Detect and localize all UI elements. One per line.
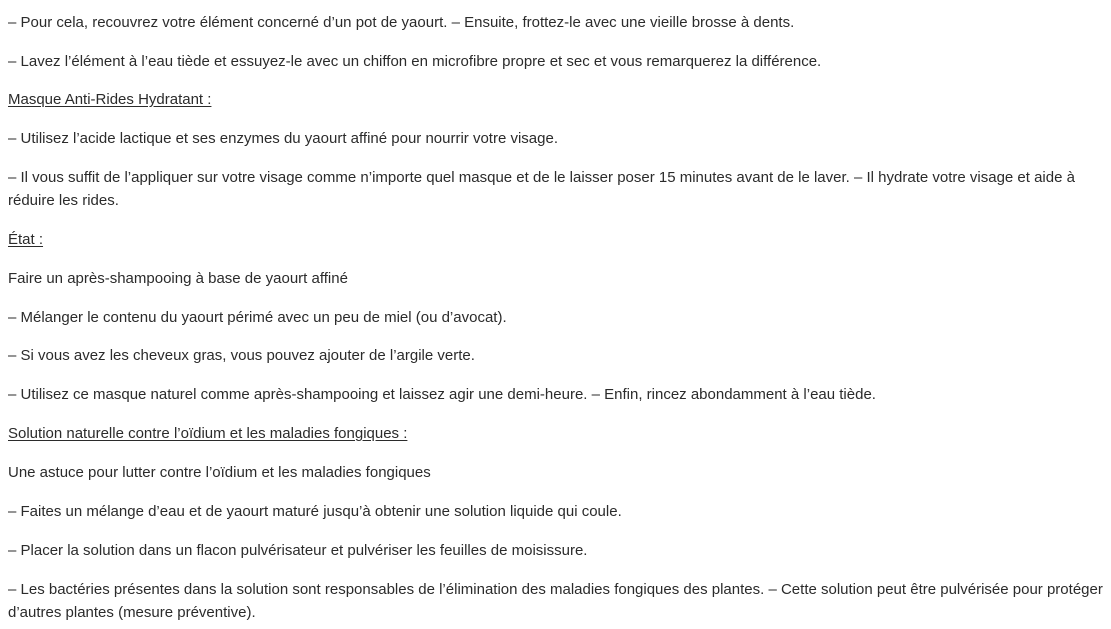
paragraph: – Il vous suffit de l’appliquer sur votre visage comme n’importe quel masque et de le laisser poser 15 minutes avant de le laver. – Il hydrate votre visage et aide à réduire les rides. [8, 169, 1075, 209]
paragraph: – Utilisez ce masque naturel comme après-shampooing et laissez agir une demi-heure. – Enfin, rincez abondamment à l’eau tiède. [8, 386, 876, 403]
paragraph: Faire un après-shampooing à base de yaourt affiné [8, 270, 348, 287]
section-heading: Masque Anti-Rides Hydratant : [8, 91, 212, 108]
paragraph: – Les bactéries présentes dans la solution sont responsables de l’élimination des maladies fongiques des plantes. – Cette solution peut être pulvérisée pour protéger d’autres plantes (mesure préventive). [8, 581, 1103, 621]
paragraph: – Lavez l’élément à l’eau tiède et essuyez-le avec un chiffon en microfibre propre et sec et vous remarquerez la différence. [8, 53, 822, 70]
paragraph: – Placer la solution dans un flacon pulvérisateur et pulvériser les feuilles de moisissure. [8, 542, 588, 559]
paragraph: Une astuce pour lutter contre l’oïdium et les maladies fongiques [8, 464, 431, 481]
section-heading: État : [8, 231, 44, 248]
paragraph: – Utilisez l’acide lactique et ses enzymes du yaourt affiné pour nourrir votre visage. [8, 130, 558, 147]
paragraph: – Pour cela, recouvrez votre élément concerné d’un pot de yaourt. – Ensuite, frottez-le avec une vieille brosse à dents. [8, 14, 795, 31]
section-heading: Solution naturelle contre l’oïdium et les maladies fongiques : [8, 425, 408, 442]
paragraph: – Mélanger le contenu du yaourt périmé avec un peu de miel (ou d’avocat). [8, 309, 507, 326]
paragraph: – Faites un mélange d’eau et de yaourt maturé jusqu’à obtenir une solution liquide qui coule. [8, 503, 622, 520]
paragraph: – Si vous avez les cheveux gras, vous pouvez ajouter de l’argile verte. [8, 347, 475, 364]
